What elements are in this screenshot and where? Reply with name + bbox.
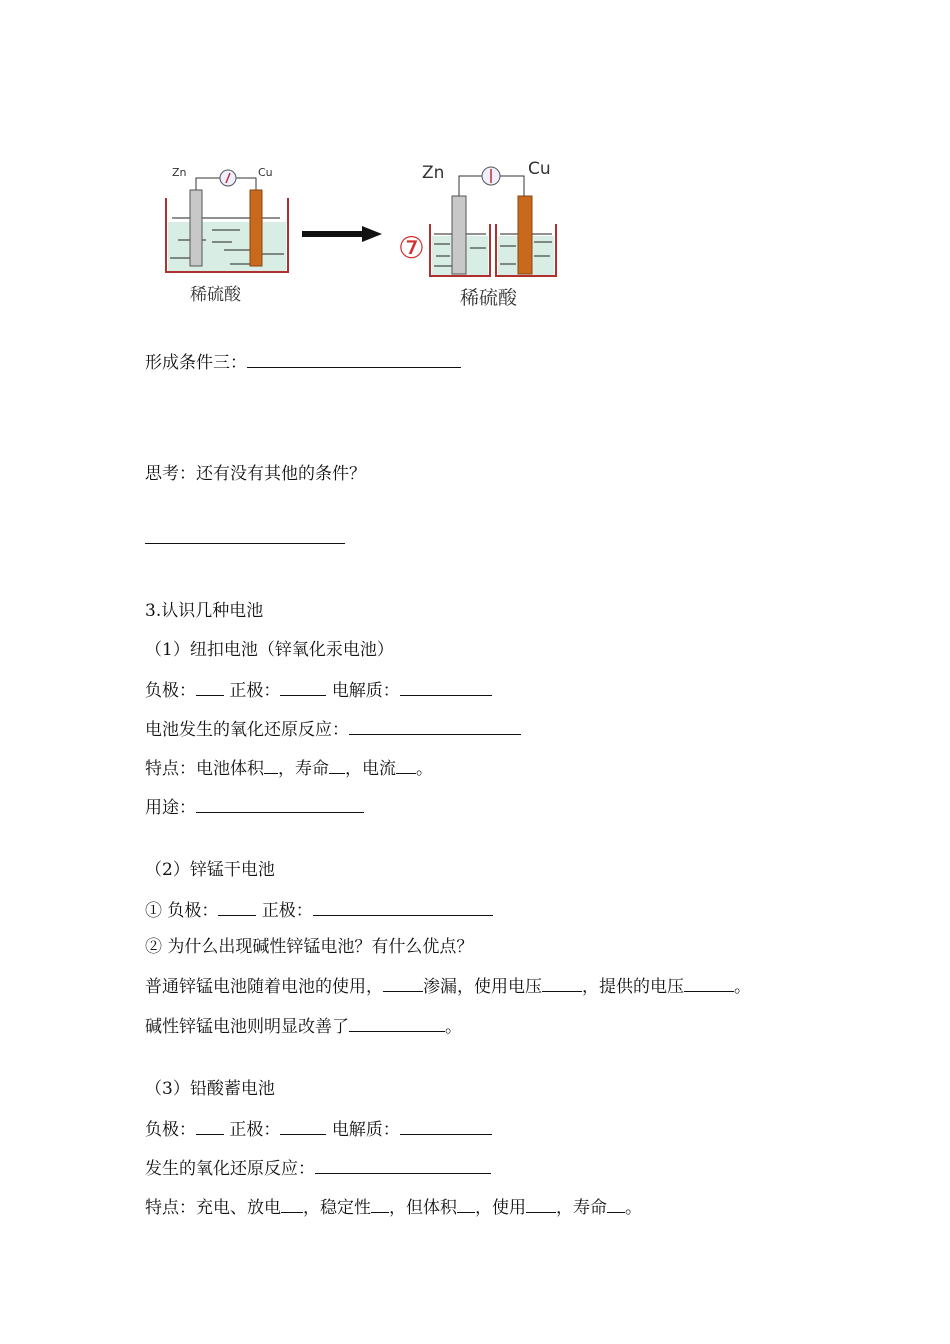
s1-feat-d: 。	[416, 759, 433, 779]
s2-q1-blank-1	[218, 898, 256, 916]
s1-feat-c: ，电流	[345, 759, 396, 779]
sub3-heading: （3）铅酸蓄电池	[145, 1079, 275, 1099]
s2-p1-line	[145, 974, 751, 998]
s1-redox-line	[145, 717, 521, 741]
right-zn-label: Zn	[422, 163, 445, 183]
condition3-blank	[247, 350, 461, 368]
s1-feat-blank-3	[396, 756, 416, 774]
s1-feat-a: 特点：电池体积	[145, 759, 264, 779]
s3-feature-line	[145, 1195, 642, 1219]
s3-feat-d: ，使用	[475, 1198, 526, 1218]
left-cell-diagram	[166, 166, 288, 305]
s3-redox-line	[145, 1156, 491, 1180]
section3-heading: 3.认识几种电池	[145, 601, 264, 621]
s3-redox-label: 发生的氧化还原反应：	[145, 1159, 315, 1179]
s3-feat-blank-3	[457, 1195, 475, 1213]
s3-neg-label: 负极：	[145, 1120, 196, 1140]
s1-elec-blank	[400, 678, 492, 696]
s2-p1-c: ，提供的电压	[582, 977, 684, 997]
s3-electrode-line	[145, 1117, 492, 1141]
right-caption: 稀硫酸	[460, 287, 518, 309]
s2-p1-b: 渗漏，使用电压	[423, 977, 542, 997]
s2-p1-a: 普通锌锰电池随着电池的使用，	[145, 977, 383, 997]
sub2-heading: （2）锌锰干电池	[145, 860, 275, 880]
s2-q1-blank-2	[313, 898, 493, 916]
s2-q1-a: ① 负极：	[145, 901, 219, 921]
condition3-line	[145, 350, 461, 374]
s1-neg-label: 负极：	[145, 681, 196, 701]
galvanic-cell-figure	[160, 150, 580, 315]
s1-pos-label: 正极：	[229, 681, 281, 701]
s1-elec-label: 电解质：	[331, 681, 400, 701]
s1-use-label: 用途：	[145, 798, 196, 818]
s2-p2-blank	[349, 1014, 445, 1032]
s3-redox-blank	[315, 1156, 491, 1174]
s3-neg-blank	[196, 1117, 224, 1135]
right-cell-diagram	[422, 159, 556, 309]
s2-p2-a: 碱性锌锰电池则明显改善了	[145, 1017, 349, 1037]
s1-feature-line	[145, 756, 433, 780]
s1-feat-blank-2	[329, 756, 345, 774]
s3-pos-blank	[280, 1117, 326, 1135]
s2-p1-d: 。	[734, 977, 751, 997]
s3-elec-blank	[400, 1117, 492, 1135]
s1-use-blank	[196, 795, 364, 813]
s1-feat-b: ，寿命	[278, 759, 329, 779]
s3-feat-e: ，寿命	[556, 1198, 607, 1218]
s3-elec-label: 电解质：	[331, 1120, 400, 1140]
s2-p2-b: 。	[445, 1017, 462, 1037]
s1-use-line	[145, 795, 364, 819]
think-line: 思考：还有没有其他的条件？	[145, 464, 366, 484]
left-cu-label: Cu	[258, 166, 273, 179]
arrow-icon	[302, 226, 382, 242]
s2-p1-blank-2	[542, 974, 582, 992]
s1-pos-blank	[280, 678, 326, 696]
left-caption: 稀硫酸	[190, 285, 241, 305]
s1-neg-blank	[196, 678, 224, 696]
sub1-heading: （1）纽扣电池（锌氧化汞电池）	[145, 640, 394, 660]
s1-electrode-line	[145, 678, 492, 702]
s3-feat-blank-4	[526, 1195, 556, 1213]
s3-feat-f: 。	[625, 1198, 642, 1218]
s3-feat-b: ，稳定性	[303, 1198, 371, 1218]
think-blank	[145, 526, 345, 544]
condition3-label: 形成条件三：	[145, 353, 247, 373]
s1-feat-blank-1	[264, 756, 278, 774]
left-zn-label: Zn	[172, 166, 187, 179]
s3-feat-a: 特点：充电、放电	[145, 1198, 281, 1218]
s3-feat-blank-1	[281, 1195, 303, 1213]
s2-q1-line	[145, 898, 493, 922]
s3-feat-blank-5	[607, 1195, 625, 1213]
s1-redox-label: 电池发生的氧化还原反应：	[145, 720, 349, 740]
s3-feat-c: ，但体积	[389, 1198, 457, 1218]
marker-seven: ⑦	[398, 231, 425, 266]
think-answer-line	[145, 526, 345, 550]
s2-p1-blank-1	[383, 974, 423, 992]
right-cu-label: Cu	[528, 159, 551, 179]
s3-feat-blank-2	[371, 1195, 389, 1213]
s3-pos-label: 正极：	[229, 1120, 281, 1140]
s2-q2-line: ② 为什么出现碱性锌锰电池？有什么优点？	[145, 937, 474, 957]
s2-p2-line	[145, 1014, 462, 1038]
s2-q1-b: 正极：	[261, 901, 313, 921]
s2-p1-blank-3	[684, 974, 734, 992]
s1-redox-blank	[349, 717, 521, 735]
